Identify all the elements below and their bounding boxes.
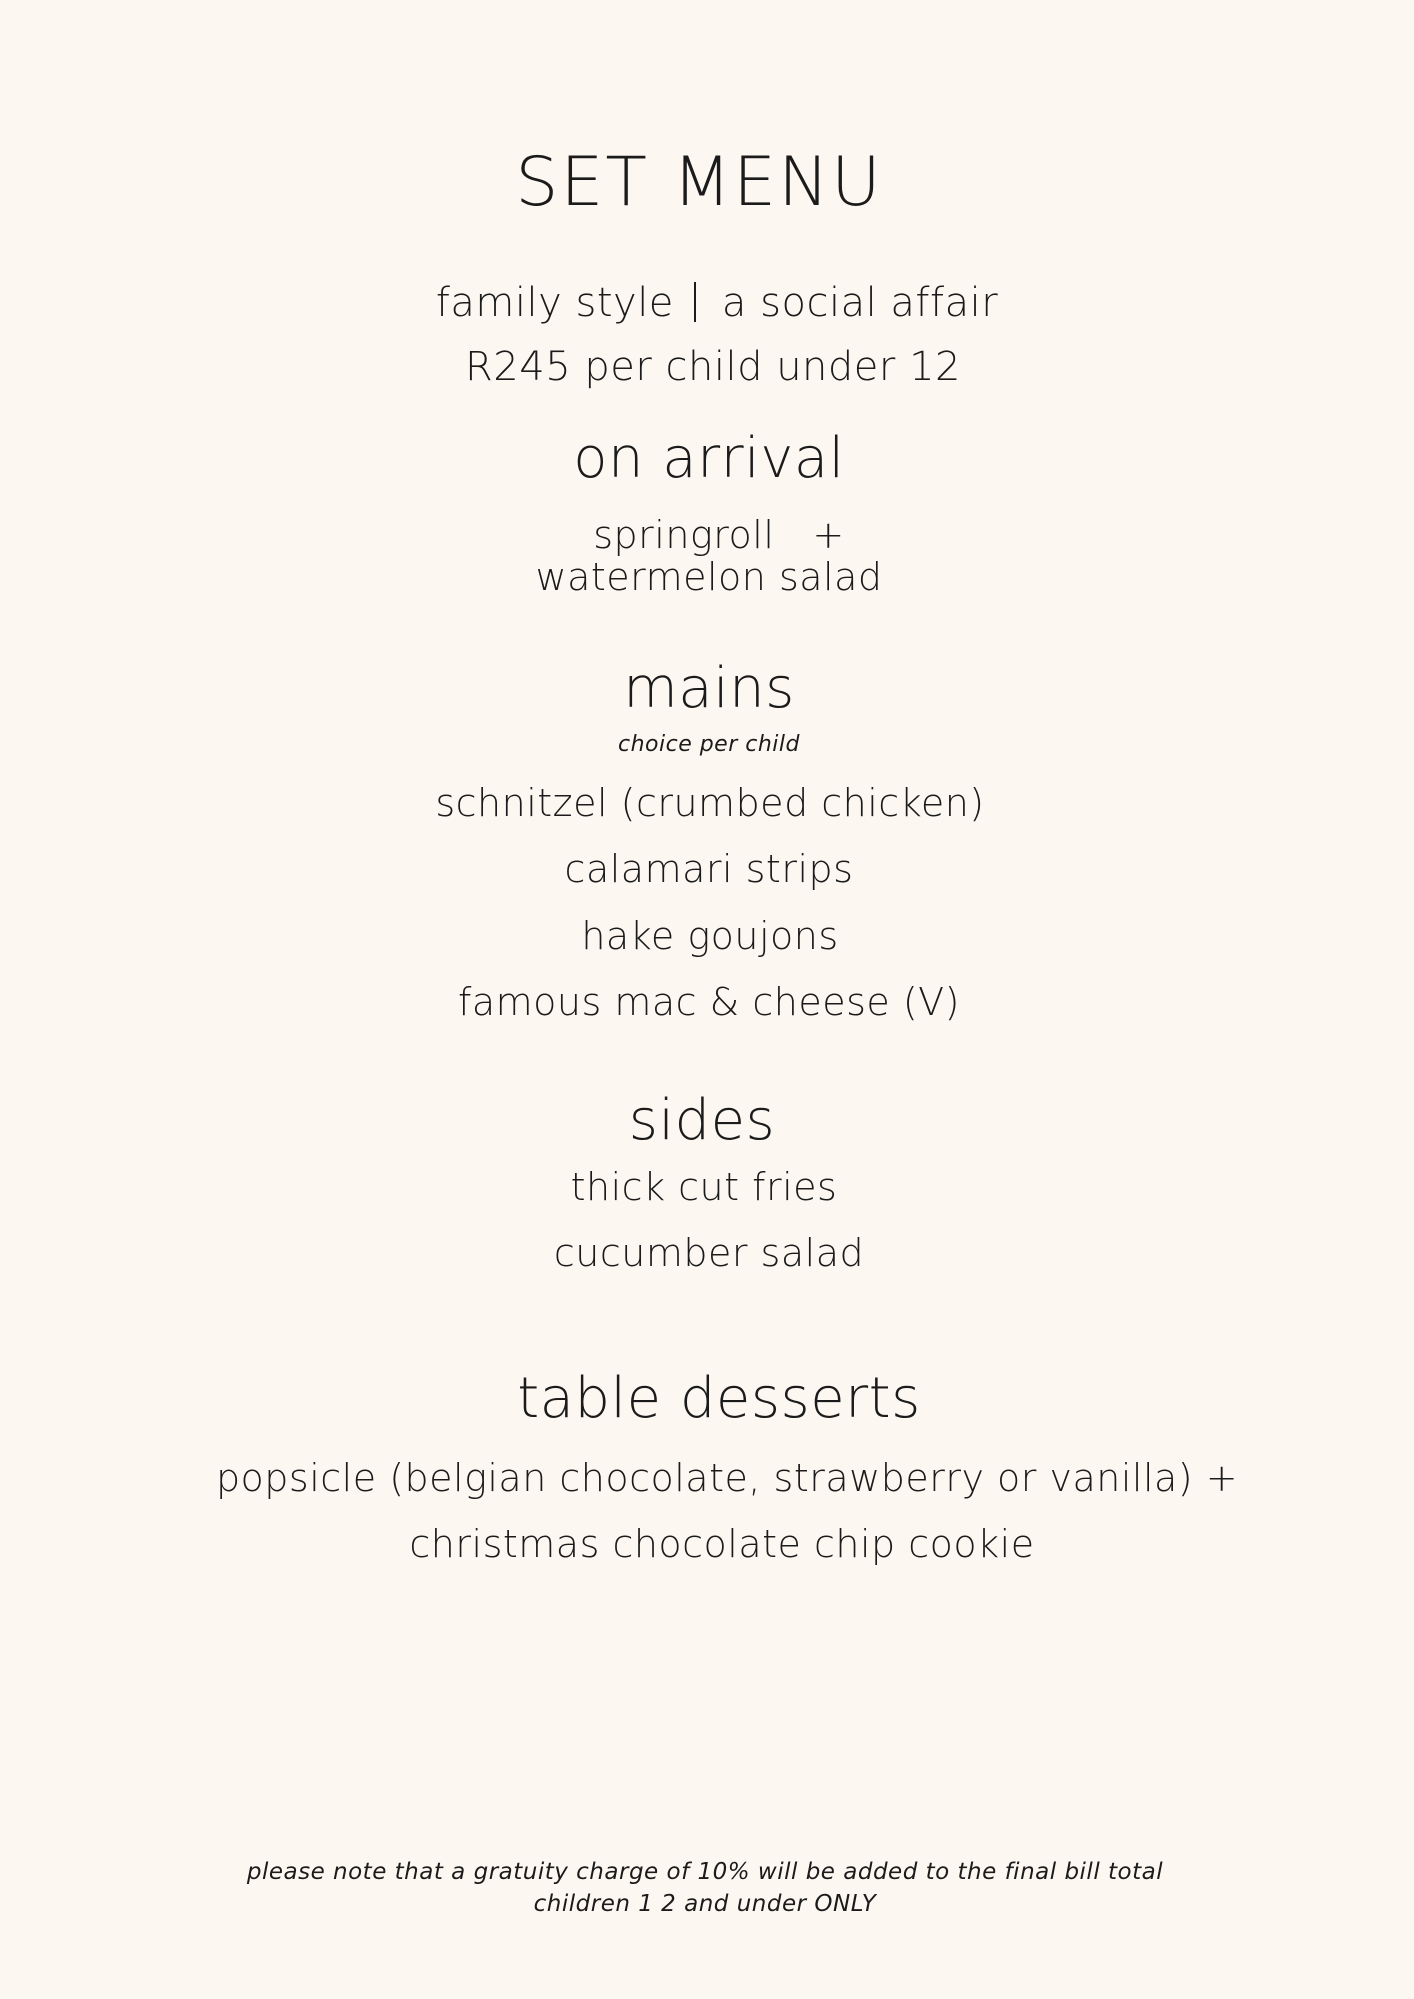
arrival-plus-sign: +	[812, 513, 845, 557]
footnote-children: children 1 2 and under ONLY	[533, 1891, 877, 1917]
sides-item: cucumber salad	[553, 1231, 865, 1275]
mains-item: calamari strips	[564, 847, 854, 891]
tagline-divider	[694, 282, 696, 322]
section-heading-mains: mains	[623, 656, 795, 721]
footnote-gratuity: please note that a gratuity charge of 10% will be added to the final bill total	[246, 1859, 1164, 1885]
tagline-left: family style	[435, 280, 674, 326]
mains-item: hake goujons	[581, 914, 839, 958]
menu-title: SET MENU	[515, 143, 883, 222]
section-heading-sides: sides	[628, 1088, 776, 1153]
sides-item: thick cut fries	[570, 1165, 838, 1209]
mains-item: famous mac & cheese (V)	[457, 980, 960, 1024]
section-heading-on-arrival: on arrival	[573, 426, 845, 491]
menu-tagline	[10, 278, 1414, 328]
arrival-item-line-2: watermelon salad	[535, 555, 883, 599]
desserts-item: popsicle (belgian chocolate, strawberry or vanilla) +	[215, 1456, 1239, 1500]
mains-item: schnitzel (crumbed chicken)	[435, 781, 985, 825]
section-heading-desserts: table desserts	[517, 1366, 921, 1431]
desserts-item: christmas chocolate chip cookie	[409, 1522, 1035, 1566]
arrival-item-springroll: springroll	[593, 513, 775, 557]
arrival-item-line-1	[12, 512, 1414, 558]
tagline-right: a social affair	[721, 280, 999, 326]
mains-note: choice per child	[617, 732, 800, 757]
menu-price: R245 per child under 12	[465, 344, 961, 390]
